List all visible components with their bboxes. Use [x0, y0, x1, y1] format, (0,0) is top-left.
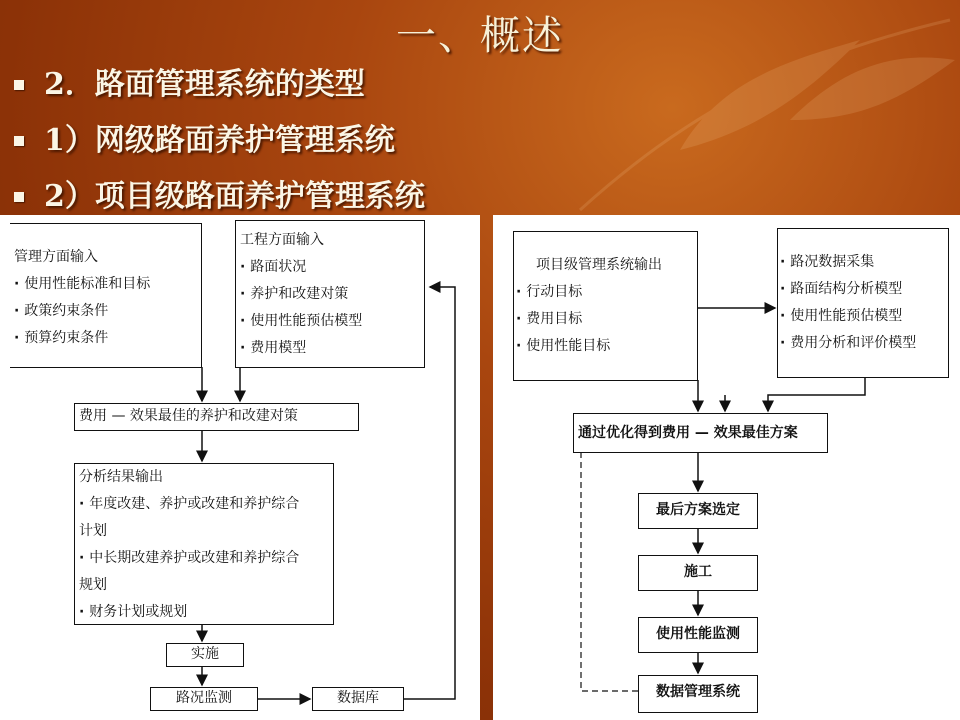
arrow: [768, 377, 865, 411]
management-input-box: [10, 223, 202, 368]
management-input-item: · 政策约束条件: [14, 298, 201, 325]
feedback-line: [573, 431, 638, 691]
analysis-output-line: 规划: [79, 577, 107, 593]
project-output-item: · 使用性能目标: [516, 333, 697, 360]
optimal-strategy-label: 费用 — 效果最佳的养护和改建对策: [79, 408, 298, 424]
analysis-output-box: [74, 463, 334, 625]
project-output-heading: 项目级管理系统输出: [536, 257, 662, 273]
management-input-item: · 预算约束条件: [14, 325, 201, 352]
engineering-input-item: · 费用模型: [240, 335, 424, 362]
analysis-output-heading: 分析结果输出: [79, 469, 163, 485]
construction-label: 施工: [684, 564, 712, 580]
bullet-square-icon: [14, 192, 24, 202]
data-management-box: [638, 675, 758, 713]
bullet-square-icon: [14, 80, 24, 90]
final-selection-label: 最后方案选定: [656, 502, 740, 518]
project-level-flowchart: [493, 215, 960, 720]
management-input-heading: 管理方面输入: [14, 249, 98, 265]
project-output-box: [513, 231, 698, 381]
analysis-output-line: · 中长期改建养护或改建和养护综合: [79, 545, 333, 572]
data-models-item: · 路况数据采集: [780, 249, 948, 276]
engineering-input-item: · 使用性能预估模型: [240, 308, 424, 335]
data-models-item: · 使用性能预估模型: [780, 303, 948, 330]
management-input-item: · 使用性能标准和目标: [14, 271, 201, 298]
data-models-item: · 费用分析和评价模型: [780, 330, 948, 357]
database-box: [312, 687, 404, 711]
implement-box: [166, 643, 244, 667]
engineering-input-box: [235, 220, 425, 368]
analysis-output-line: · 年度改建、养护或改建和养护综合: [79, 491, 333, 518]
engineering-input-item: · 养护和改建对策: [240, 281, 424, 308]
performance-monitoring-box: [638, 617, 758, 653]
bullet-list: [10, 60, 425, 228]
data-models-item: · 路面结构分析模型: [780, 276, 948, 303]
engineering-input-item: · 路面状况: [240, 254, 424, 281]
road-monitoring-box: [150, 687, 258, 711]
performance-monitoring-label: 使用性能监测: [656, 626, 740, 642]
database-label: 数据库: [337, 690, 379, 706]
data-management-label: 数据管理系统: [656, 684, 740, 700]
analysis-output-line: 计划: [79, 523, 107, 539]
project-output-item: · 费用目标: [516, 306, 697, 333]
bullet-text: 2．路面管理系统的类型: [44, 67, 365, 102]
project-output-item: · 行动目标: [516, 279, 697, 306]
bullet-square-icon: [14, 136, 24, 146]
bullet-text: 1）网级路面养护管理系统: [44, 123, 395, 158]
bullet-text: 2）项目级路面养护管理系统: [44, 179, 425, 214]
engineering-input-heading: 工程方面输入: [240, 232, 324, 248]
data-models-box: [777, 228, 949, 378]
optimize-box: [573, 413, 828, 453]
network-level-flowchart: [0, 215, 480, 720]
bullet-item: [10, 116, 425, 172]
optimize-label: 通过优化得到费用 — 效果最佳方案: [578, 425, 798, 441]
road-monitoring-label: 路况监测: [176, 690, 232, 706]
optimal-strategy-box: [74, 403, 359, 431]
analysis-output-line: · 财务计划或规划: [79, 599, 333, 626]
slide-title: 一、概述: [396, 13, 564, 59]
implement-label: 实施: [191, 646, 219, 662]
bullet-item: [10, 60, 425, 116]
final-selection-box: [638, 493, 758, 529]
construction-box: [638, 555, 758, 591]
